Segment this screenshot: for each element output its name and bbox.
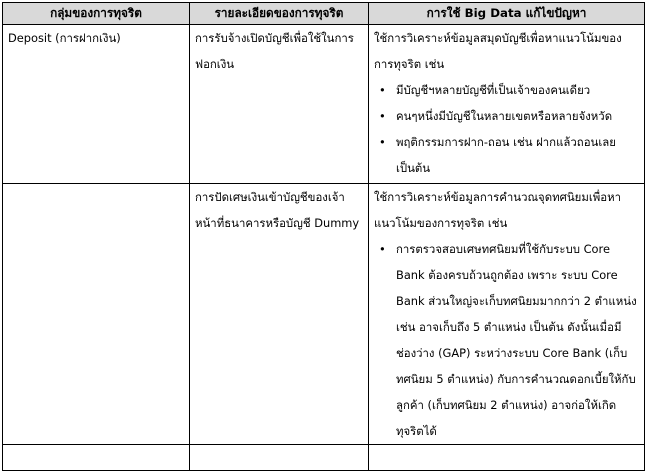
table-row <box>3 25 645 184</box>
solution-intro: ใช้การวิเคราะห์ข้อมูลการคำนวณจุดทศนิยมเพื่อหาแนวโน้มของการทุจริต เช่น <box>374 190 621 230</box>
solution-cell <box>369 184 645 445</box>
solution-cell <box>369 25 645 184</box>
solution-bullet-list <box>374 77 639 181</box>
detail-cell: การปัดเศษเงินเข้าบัญชีของเจ้าหน้าที่ธนาคารหรือบัญชี Dummy <box>190 184 369 445</box>
group-cell <box>3 445 190 471</box>
detail-cell: การรับจ้างเปิดบัญชีเพื่อใช้ในการฟอกเงิน <box>190 25 369 184</box>
solution-cell <box>369 445 645 471</box>
solution-bullet-list <box>374 236 639 444</box>
solution-intro: ใช้การวิเคราะห์ข้อมูลสมุดบัญชีเพื่อหาแนวโน้มของการทุจริต เช่น <box>374 31 622 71</box>
list-item: • พฤติกรรมการฝาก-ถอน เช่น ฝากแล้วถอนเลยเป็นต้น <box>396 129 639 181</box>
detail-cell <box>190 445 369 471</box>
header-fraud-group: กลุ่มของการทุจริต <box>3 3 190 25</box>
list-item: • การตรวจสอบเศษทศนิยมที่ใช้กับระบบ Core Bank ต้องครบถ้วนถูกต้อง เพราะ ระบบ Core Bank ส่วนใหญ่จะเก็บทศนิยมมากกว่า 2 ตำแหน่ง เช่น อาจเก็บถึง 5 ตำแหน่ง เป็นต้น ดังนั้นเมื่อมีช่องว่าง (GAP) ระหว่างระบบ Core Bank (เก็บทศนิยม 5 ตำแหน่ง) กับการคำนวณดอกเบี้ยให้กับลูกค้า (เก็บทศนิยม 2 ตำแหน่ง) อาจก่อให้เกิดทุจริตได้ <box>396 236 639 444</box>
list-item: • คนๆหนึ่งมีบัญชีในหลายเขตหรือหลายจังหวัด <box>396 103 639 129</box>
group-cell: Deposit (การฝากเงิน) <box>3 25 190 184</box>
list-item: • มีบัญชีฯหลายบัญชีที่เป็นเจ้าของคนเดียว <box>396 77 639 103</box>
header-big-data-solution: การใช้ Big Data แก้ไขปัญหา <box>369 3 645 25</box>
table-row <box>3 445 645 471</box>
fraud-table <box>2 2 645 471</box>
group-cell <box>3 184 190 445</box>
header-row <box>3 3 645 25</box>
header-fraud-detail: รายละเอียดของการทุจริต <box>190 3 369 25</box>
table-row <box>3 184 645 445</box>
